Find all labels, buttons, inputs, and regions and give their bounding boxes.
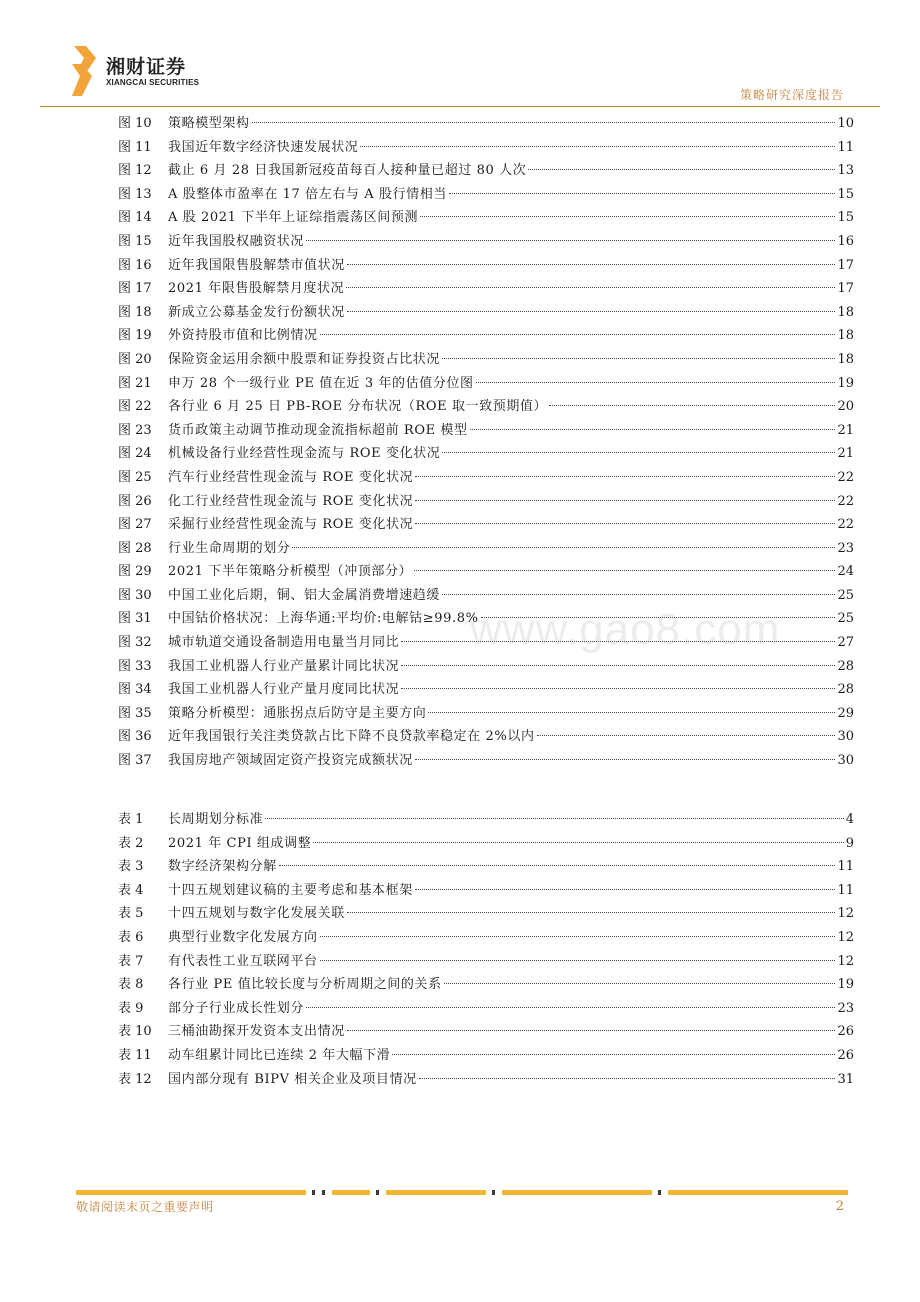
footer-bar-segment: [668, 1190, 848, 1195]
entry-page-number: 25: [837, 611, 854, 627]
figure-entry[interactable]: [118, 395, 854, 419]
entry-page-number: 21: [837, 446, 854, 462]
footer-bar-segment: [332, 1190, 370, 1195]
entry-label: 图 32: [118, 635, 152, 651]
page-header: [0, 0, 920, 110]
entry-label: 图 23: [118, 422, 152, 438]
entry-label: 表 10: [118, 1024, 152, 1040]
entry-title: 申万 28 个一级行业 PE 值在近 3 年的估值分位图: [168, 375, 474, 391]
figure-entry[interactable]: [118, 560, 854, 584]
dot-leader: [347, 311, 836, 312]
entry-label: 表 2: [118, 835, 144, 851]
entry-title: 货币政策主动调节推动现金流指标超前 ROE 模型: [168, 422, 468, 438]
entry-page-number: 9: [845, 835, 854, 851]
footer-bar-segment: [658, 1190, 661, 1195]
entry-label: 图 18: [118, 304, 152, 320]
entry-label: 表 9: [118, 1000, 144, 1016]
entry-page-number: 11: [837, 139, 854, 155]
entry-label: 图 27: [118, 517, 152, 533]
entry-label: 图 16: [118, 257, 152, 273]
entry-page-number: 10: [837, 116, 854, 131]
dot-leader: [444, 983, 836, 984]
table-entry[interactable]: [118, 808, 854, 832]
entry-page-number: 12: [837, 953, 854, 969]
entry-page-number: 12: [837, 906, 854, 922]
dot-leader: [392, 1054, 835, 1055]
entry-label: 表 4: [118, 882, 144, 898]
dot-leader: [470, 429, 836, 430]
figure-entry[interactable]: [118, 655, 854, 679]
entry-page-number: 25: [837, 587, 854, 603]
entry-page-number: 26: [837, 1024, 854, 1040]
entry-title: 国内部分现有 BIPV 相关企业及项目情况: [168, 1071, 417, 1087]
entry-title: 我国房地产领域固定资产投资完成额状况: [168, 753, 413, 769]
entry-page-number: 23: [837, 540, 854, 556]
entry-label: 表 3: [118, 859, 144, 875]
dot-leader: [414, 570, 835, 571]
entry-title: 各行业 PE 值比较长度与分析周期之间的关系: [168, 977, 442, 993]
entry-page-number: 26: [837, 1047, 854, 1063]
report-type: 策略研究深度报告: [739, 88, 844, 102]
footer-bar-segment: [386, 1190, 486, 1195]
entry-page-number: 23: [837, 1000, 854, 1016]
dot-leader: [320, 960, 836, 961]
entry-label: 图 15: [118, 233, 152, 249]
entry-label: 图 26: [118, 493, 152, 509]
logo-chinese-name: 湘财证券: [106, 55, 187, 78]
entry-title: 保险资金运用余额中股票和证券投资占比状况: [168, 351, 441, 367]
table-list: [118, 808, 854, 1091]
entry-page-number: 30: [837, 753, 854, 769]
entry-title: 2021 下半年策略分析模型（冲顶部分）: [168, 564, 413, 580]
footer-bar-segment: [502, 1190, 652, 1195]
table-entry[interactable]: [118, 950, 854, 974]
figure-entry[interactable]: [118, 631, 854, 655]
figure-entry[interactable]: [118, 159, 854, 183]
entry-label: 图 31: [118, 611, 152, 627]
entry-page-number: 22: [837, 493, 854, 509]
entry-title: 近年我国限售股解禁市值状况: [168, 257, 345, 273]
dot-leader: [401, 665, 835, 666]
figure-entry[interactable]: [118, 749, 854, 773]
entry-title: A 股整体市盈率在 17 倍左右与 A 股行情相当: [168, 186, 447, 202]
entry-label: 表 1: [118, 812, 144, 827]
dot-leader: [528, 169, 835, 170]
dot-leader: [420, 216, 835, 217]
xiangcai-logo-icon: [70, 44, 100, 98]
dot-leader: [320, 334, 836, 335]
footer-bar-segment: [76, 1190, 306, 1195]
figure-list: [118, 112, 854, 773]
entry-label: 图 22: [118, 399, 152, 415]
figure-entry[interactable]: [118, 348, 854, 372]
figure-entry[interactable]: [118, 607, 854, 631]
dot-leader: [347, 912, 836, 913]
dot-leader: [306, 1007, 835, 1008]
entry-title: 十四五规划与数字化发展关联: [168, 906, 345, 922]
table-entry[interactable]: [118, 997, 854, 1021]
dot-leader: [449, 193, 835, 194]
figure-entry[interactable]: [118, 466, 854, 490]
dot-leader: [401, 688, 835, 689]
table-entry[interactable]: [118, 973, 854, 997]
entry-title: 部分子行业成长性划分: [168, 1000, 305, 1016]
entry-label: 图 20: [118, 351, 152, 367]
entry-title: 策略模型架构: [168, 116, 250, 131]
dot-leader: [428, 712, 835, 713]
entry-label: 表 6: [118, 929, 144, 945]
dot-leader: [415, 476, 835, 477]
entry-page-number: 18: [837, 351, 854, 367]
figure-entry[interactable]: [118, 206, 854, 230]
entry-page-number: 19: [837, 375, 854, 391]
entry-title: 各行业 6 月 25 日 PB-ROE 分布状况（ROE 取一致预期值）: [168, 399, 548, 415]
dot-leader: [346, 287, 835, 288]
entry-label: 图 10: [118, 116, 152, 131]
entry-title: 新成立公募基金发行份额状况: [168, 304, 345, 320]
entry-label: 表 5: [118, 906, 144, 922]
dot-leader: [306, 240, 835, 241]
entry-label: 图 12: [118, 163, 152, 179]
entry-label: 图 29: [118, 564, 152, 580]
entry-label: 图 34: [118, 682, 152, 698]
entry-title: 汽车行业经营性现金流与 ROE 变化状况: [168, 469, 414, 485]
entry-page-number: 28: [837, 682, 854, 698]
table-entry[interactable]: [118, 879, 854, 903]
dot-leader: [401, 641, 835, 642]
footer-disclaimer: 敬请阅读末页之重要声明: [76, 1200, 214, 1214]
figure-entry[interactable]: [118, 277, 854, 301]
dot-leader: [265, 818, 844, 819]
footer-bar-segment: [322, 1190, 325, 1195]
entry-title: 策略分析模型：通胀拐点后防守是主要方向: [168, 705, 427, 721]
entry-title: 化工行业经营性现金流与 ROE 变化状况: [168, 493, 414, 509]
entry-page-number: 30: [837, 729, 854, 745]
footer-bar: [76, 1190, 848, 1195]
entry-title: 我国工业机器人行业产量累计同比状况: [168, 658, 400, 674]
figure-entry[interactable]: [118, 584, 854, 608]
dot-leader: [347, 1030, 836, 1031]
entry-page-number: 27: [837, 635, 854, 651]
dot-leader: [415, 500, 835, 501]
entry-label: 图 19: [118, 328, 152, 344]
dot-leader: [415, 759, 836, 760]
figure-entry[interactable]: [118, 419, 854, 443]
dot-leader: [313, 842, 843, 843]
table-entry[interactable]: [118, 1068, 854, 1092]
footer-bar-segment: [312, 1190, 315, 1195]
entry-page-number: 12: [837, 929, 854, 945]
table-entry[interactable]: [118, 855, 854, 879]
entry-title: 行业生命周期的划分: [168, 540, 291, 556]
entry-page-number: 16: [837, 233, 854, 249]
dot-leader: [442, 594, 835, 595]
dot-leader: [360, 146, 835, 147]
table-entry[interactable]: [118, 1020, 854, 1044]
figure-entry[interactable]: [118, 702, 854, 726]
dot-leader: [419, 1078, 836, 1079]
entry-page-number: 18: [837, 304, 854, 320]
footer-bar-segment: [376, 1190, 379, 1195]
dot-leader: [549, 405, 835, 406]
entry-label: 表 12: [118, 1071, 152, 1087]
entry-title: 中国钴价格状况：上海华通:平均价:电解钴≥99.8%: [168, 611, 479, 627]
entry-label: 图 37: [118, 753, 152, 769]
entry-label: 表 7: [118, 953, 144, 969]
entry-page-number: 11: [837, 859, 854, 875]
entry-label: 图 24: [118, 446, 152, 462]
entry-title: 我国工业机器人行业产量月度同比状况: [168, 682, 400, 698]
table-entry[interactable]: [118, 902, 854, 926]
entry-label: 图 21: [118, 375, 152, 391]
entry-label: 图 14: [118, 210, 152, 226]
figure-entry[interactable]: [118, 230, 854, 254]
entry-label: 图 33: [118, 658, 152, 674]
entry-page-number: 17: [837, 257, 854, 273]
entry-title: 2021 年 CPI 组成调整: [168, 835, 312, 851]
entry-title: 动车组累计同比已连续 2 年大幅下滑: [168, 1047, 391, 1063]
dot-leader: [320, 936, 836, 937]
entry-title: 近年我国股权融资状况: [168, 233, 305, 249]
entry-page-number: 28: [837, 658, 854, 674]
entry-label: 表 8: [118, 977, 144, 993]
entry-title: 外资持股市值和比例情况: [168, 328, 318, 344]
watermark: www.gao8.com: [470, 605, 781, 654]
figure-entry[interactable]: [118, 183, 854, 207]
table-entry[interactable]: [118, 1044, 854, 1068]
figure-entry[interactable]: [118, 372, 854, 396]
entry-page-number: 21: [837, 422, 854, 438]
entry-title: 我国近年数字经济快速发展状况: [168, 139, 359, 155]
entry-label: 图 25: [118, 469, 152, 485]
dot-leader: [442, 358, 835, 359]
dot-leader: [415, 889, 836, 890]
table-entry[interactable]: [118, 832, 854, 856]
dot-leader: [292, 547, 835, 548]
entry-page-number: 13: [837, 163, 854, 179]
page-number: 2: [835, 1199, 844, 1214]
entry-label: 图 17: [118, 281, 152, 297]
entry-title: 十四五规划建议稿的主要考虑和基本框架: [168, 882, 413, 898]
entry-label: 图 13: [118, 186, 152, 202]
entry-label: 表 11: [118, 1047, 152, 1063]
entry-title: 2021 年限售股解禁月度状况: [168, 281, 345, 297]
dot-leader: [347, 264, 836, 265]
figure-entry[interactable]: [118, 678, 854, 702]
dot-leader: [252, 122, 836, 123]
entry-page-number: 31: [837, 1071, 854, 1087]
entry-page-number: 19: [837, 977, 854, 993]
entry-title: 近年我国银行关注类贷款占比下降不良贷款率稳定在 2%以内: [168, 729, 535, 745]
entry-page-number: 29: [837, 705, 854, 721]
entry-label: 图 35: [118, 705, 152, 721]
table-entry[interactable]: [118, 926, 854, 950]
logo: [70, 44, 199, 98]
entry-label: 图 30: [118, 587, 152, 603]
figure-entry[interactable]: [118, 136, 854, 160]
dot-leader: [476, 382, 836, 383]
footer-bar-segment: [492, 1190, 495, 1195]
figure-entry[interactable]: [118, 301, 854, 325]
dot-leader: [415, 523, 835, 524]
entry-title: 中国工业化后期，铜、铝大金属消费增速趋缓: [168, 587, 441, 603]
entry-page-number: 4: [845, 812, 854, 827]
entry-label: 图 36: [118, 729, 152, 745]
figure-entry[interactable]: [118, 490, 854, 514]
entry-title: 有代表性工业互联网平台: [168, 953, 318, 969]
entry-title: 截止 6 月 28 日我国新冠疫苗每百人接种量已超过 80 人次: [168, 163, 527, 179]
figure-entry[interactable]: [118, 513, 854, 537]
entry-title: A 股 2021 下半年上证综指震荡区间预测: [168, 210, 419, 226]
figure-entry[interactable]: [118, 254, 854, 278]
entry-label: 图 28: [118, 540, 152, 556]
figure-entry[interactable]: [118, 537, 854, 561]
figure-entry[interactable]: [118, 442, 854, 466]
dot-leader: [537, 735, 836, 736]
dot-leader: [279, 865, 836, 866]
figure-entry[interactable]: [118, 112, 854, 136]
entry-page-number: 22: [837, 517, 854, 533]
entry-page-number: 11: [837, 882, 854, 898]
entry-page-number: 24: [837, 564, 854, 580]
figure-entry[interactable]: [118, 725, 854, 749]
dot-leader: [481, 617, 836, 618]
figure-entry[interactable]: [118, 324, 854, 348]
entry-page-number: 15: [837, 186, 854, 202]
entry-title: 典型行业数字化发展方向: [168, 929, 318, 945]
entry-title: 城市轨道交通设备制造用电量当月同比: [168, 635, 400, 651]
entry-title: 数字经济架构分解: [168, 859, 277, 875]
entry-page-number: 15: [837, 210, 854, 226]
entry-title: 三桶油勘探开发资本支出情况: [168, 1024, 345, 1040]
entry-page-number: 20: [837, 399, 854, 415]
entry-label: 图 11: [118, 139, 152, 155]
entry-title: 采掘行业经营性现金流与 ROE 变化状况: [168, 517, 414, 533]
dot-leader: [442, 452, 835, 453]
entry-title: 机械设备行业经营性现金流与 ROE 变化状况: [168, 446, 441, 462]
header-divider: [40, 106, 880, 107]
entry-page-number: 22: [837, 469, 854, 485]
entry-page-number: 17: [837, 281, 854, 297]
logo-english-name: XIANGCAI SECURITIES: [106, 77, 200, 87]
entry-page-number: 18: [837, 328, 854, 344]
entry-title: 长周期划分标准: [168, 812, 264, 827]
